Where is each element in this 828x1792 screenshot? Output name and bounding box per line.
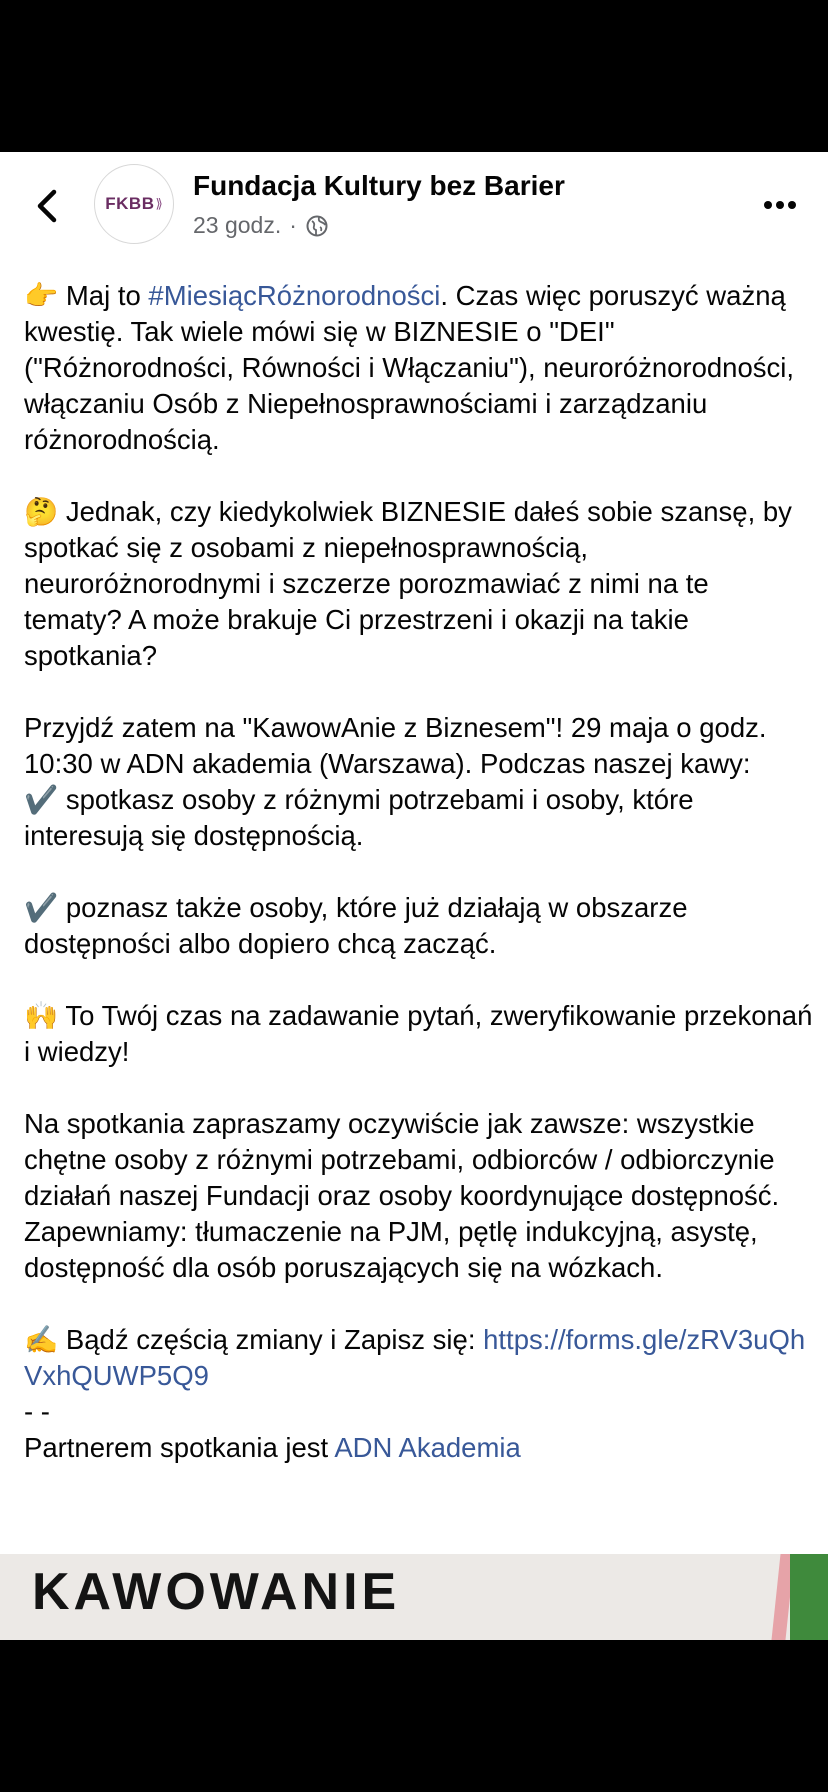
post-paragraph-1	[24, 278, 814, 458]
paragraph-text: poznasz także osoby, które już działają w obszarze dostępności albo dopiero chcą zacząć.	[24, 892, 688, 959]
paragraph-text: spotkasz osoby z różnymi potrzebami i osoby, które interesują się dostępnością.	[24, 784, 694, 851]
check-mark-icon: ✔️	[24, 784, 59, 816]
post-paragraph-6	[24, 1106, 814, 1286]
post-paragraph-3	[24, 710, 814, 854]
paragraph-text: Bądź częścią zmiany i Zapisz się:	[58, 1324, 484, 1355]
post-meta	[193, 212, 329, 239]
paragraph-text: Maj to	[58, 280, 149, 311]
banner-stripe-green	[790, 1554, 828, 1640]
pointing-hand-icon: 👉	[24, 280, 59, 312]
paragraph-text: Przyjdź zatem na "KawowAnie z Biznesem"! 29 maja o godz. 10:30 w ADN akademia (Warszawa). Podczas naszej kawy:	[24, 712, 767, 779]
paragraph-text: . Czas więc poruszyć ważną kwestię. Tak wiele mówi się w BIZNESIE o "DEI" ("Różnorodności, Równości i Włączaniu"), neuroróżnorodności, włączaniu Osób z Niepełnosprawnościami i zarządzaniu różnorodnością.	[24, 280, 794, 455]
paragraph-text: Jednak, czy kiedykolwiek BIZNESIE dałeś sobie szansę, by spotkać się z osobami z niepełnosprawnością, neuroróżnorodnymi i szczerze porozmawiać z nimi na te tematy? A może brakuje Ci przestrzeni i okazji na takie spotkania?	[24, 496, 792, 671]
avatar-logo-arrows: ⟫	[155, 196, 163, 211]
post-paragraph-2	[24, 494, 814, 674]
status-bar-area	[0, 0, 828, 152]
signup-form-link[interactable]: https://forms.gle/zRV3uQhVxhQUWP5Q9	[24, 1324, 806, 1391]
partner-link[interactable]: ADN Akademia	[334, 1432, 521, 1463]
thinking-face-icon: 🤔	[24, 496, 59, 528]
page-name-link[interactable]: Fundacja Kultury bez Barier	[193, 170, 565, 201]
meta-separator: ·	[289, 212, 297, 238]
back-button[interactable]	[24, 180, 70, 232]
post-paragraph-4	[24, 890, 814, 962]
dot-icon	[776, 201, 784, 209]
globe-icon	[305, 214, 329, 238]
raised-hands-icon: 🙌	[24, 1000, 59, 1032]
paragraph-text: Na spotkania zapraszamy oczywiście jak zawsze: wszystkie chętne osoby z różnymi potrzebami, odbiorców / odbiorczynie działań naszej Fundacji oraz osoby koordynujące dostępność. Zapewniamy: tłumaczenie na PJM, pętlę indukcyjną, asystę, dostępność dla osób poruszających się na wózkach.	[24, 1108, 780, 1283]
dot-icon	[788, 201, 796, 209]
post-image-banner[interactable]	[0, 1554, 828, 1640]
hashtag-link[interactable]: #MiesiącRóżnorodności	[148, 280, 441, 311]
check-mark-icon: ✔️	[24, 892, 59, 924]
chevron-left-icon	[34, 188, 60, 224]
paragraph-text: Partnerem spotkania jest	[24, 1432, 335, 1463]
more-options-button[interactable]	[752, 190, 808, 220]
page-avatar[interactable]	[94, 164, 174, 244]
writing-hand-icon: ✍️	[24, 1324, 59, 1356]
avatar-logo-text: FKBB	[105, 194, 155, 213]
post-body	[24, 278, 814, 1466]
separator-dashes: - -	[24, 1396, 50, 1427]
post-paragraph-7	[24, 1322, 814, 1466]
post-card	[0, 152, 828, 1554]
post-timestamp[interactable]: 23 godz.	[193, 212, 282, 238]
post-paragraph-5	[24, 998, 814, 1070]
bottom-area	[0, 1640, 828, 1792]
paragraph-text: To Twój czas na zadawanie pytań, zweryfikowanie przekonań i wiedzy!	[24, 1000, 813, 1067]
banner-title: KAWOWANIE	[32, 1563, 401, 1621]
dot-icon	[764, 201, 772, 209]
